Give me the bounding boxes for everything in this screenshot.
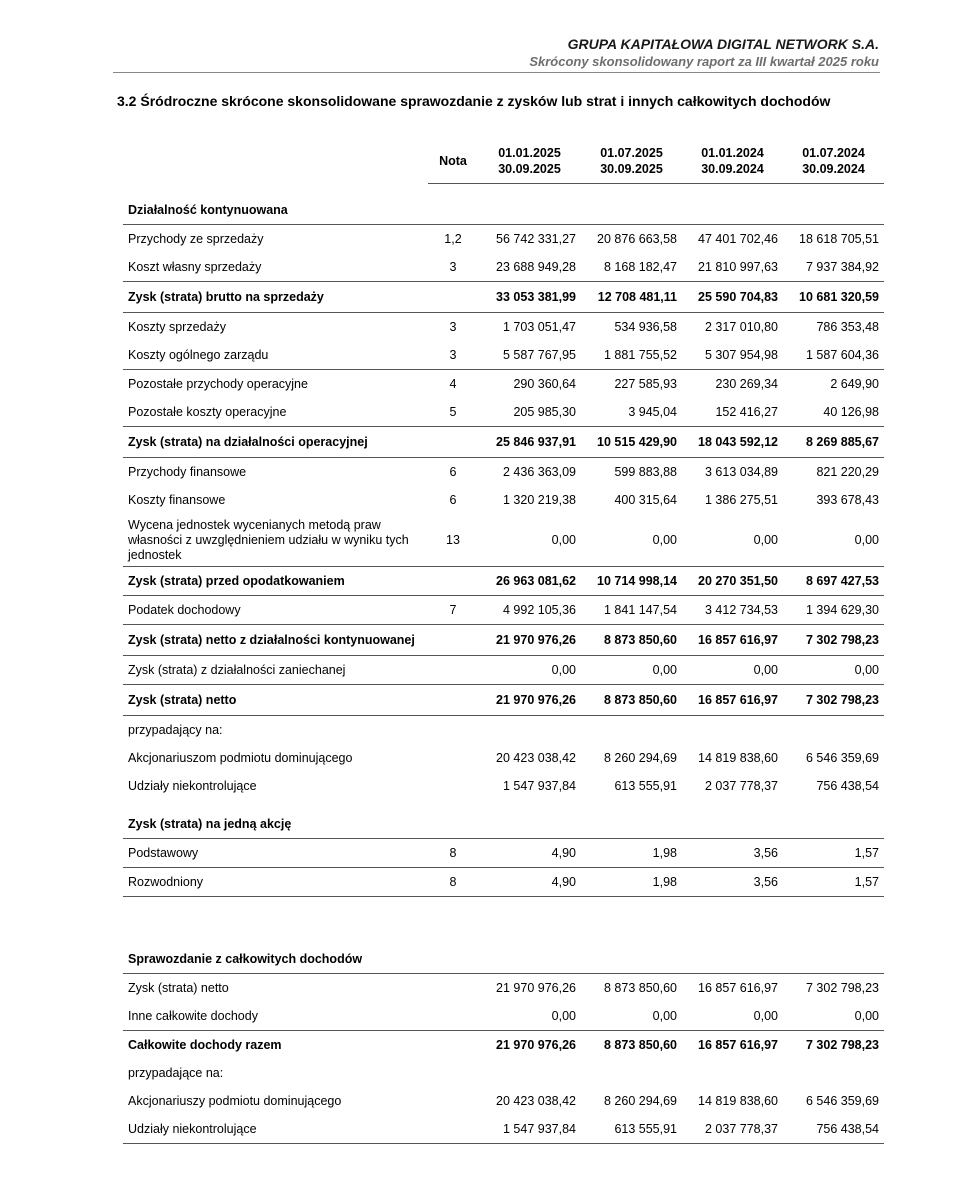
row-label: Całkowite dochody razem [128, 1037, 282, 1052]
row-value-period-2: 534 936,58 [614, 320, 677, 334]
table-row [123, 625, 884, 656]
row-value-period-3: 25 590 704,83 [682, 282, 783, 313]
table-row [123, 1031, 884, 1060]
row-value-period-4: 0,00 [783, 656, 884, 685]
row-value-period-1: 26 963 081,62 [478, 567, 581, 596]
row-nota: 5 [428, 398, 478, 427]
table-row [123, 685, 884, 716]
income-statement-table [123, 139, 884, 1144]
row-value-period-2: 3 945,04 [581, 398, 682, 427]
table-row [123, 810, 884, 839]
row-value-period-2: 613 555,91 [614, 779, 677, 793]
row-value-period-4: 2 649,90 [830, 377, 879, 391]
row-value-period-3: 18 043 592,12 [682, 427, 783, 458]
row-value-period-2 [581, 945, 682, 974]
row-nota [428, 716, 478, 745]
table-row [123, 341, 884, 370]
row-label: przypadający na: [128, 722, 223, 737]
row-nota: 1,2 [444, 232, 462, 246]
row-label: przypadające na: [128, 1065, 224, 1080]
spacer-cell [123, 800, 884, 810]
row-value-period-4 [783, 196, 884, 225]
row-value-period-3: 5 307 954,98 [682, 341, 783, 370]
row-value-period-3: 0,00 [682, 1002, 783, 1031]
row-value-period-4: 7 302 798,23 [806, 1038, 879, 1052]
table-row [123, 744, 884, 772]
row-value-period-2: 8 260 294,69 [604, 751, 677, 765]
row-label: Działalność kontynuowana [123, 196, 428, 225]
row-value-period-4: 8 697 427,53 [783, 567, 884, 596]
row-label: Koszt własny sprzedaży [123, 253, 428, 282]
row-value-period-4: 7 937 384,92 [783, 253, 884, 282]
table-row [123, 1002, 884, 1031]
table-row [123, 458, 884, 487]
row-value-period-1: 5 587 767,95 [478, 341, 581, 370]
header-period-2 [581, 139, 682, 184]
row-nota: 3 [428, 253, 478, 282]
row-value-period-2: 613 555,91 [581, 1115, 682, 1144]
row-value-period-3: 16 857 616,97 [682, 625, 783, 656]
table-row [123, 868, 884, 897]
row-value-period-2: 10 515 429,90 [581, 427, 682, 458]
row-value-period-3: 20 270 351,50 [682, 567, 783, 596]
row-value-period-3: 0,00 [682, 656, 783, 685]
row-value-period-4: 1,57 [783, 868, 884, 897]
spacer-row [123, 184, 884, 197]
row-value-period-1: 2 436 363,09 [503, 465, 576, 479]
row-value-period-4: 0,00 [783, 514, 884, 567]
table-row [123, 196, 884, 225]
row-nota [428, 656, 478, 685]
row-value-period-3: 14 819 838,60 [698, 1094, 778, 1108]
row-value-period-1: 1 547 937,84 [478, 1115, 581, 1144]
row-label: Akcjonariuszom podmiotu dominującego [128, 750, 353, 765]
row-value-period-3: 3,56 [682, 839, 783, 868]
table-row [123, 945, 884, 974]
row-nota: 4 [449, 377, 457, 391]
row-value-period-2: 12 708 481,11 [581, 282, 682, 313]
row-value-period-4 [783, 945, 884, 974]
row-value-period-2: 8 873 850,60 [581, 685, 682, 716]
spacer-cell [123, 184, 884, 197]
row-label: Zysk (strata) z działalności zaniechanej [123, 656, 428, 685]
row-label: Zysk (strata) netto [128, 980, 229, 995]
row-value-period-3: 152 416,27 [682, 398, 783, 427]
row-value-period-1: 0,00 [478, 656, 581, 685]
table-row [123, 839, 884, 868]
row-value-period-3: 0,00 [682, 514, 783, 567]
row-value-period-1 [478, 810, 581, 839]
row-nota [428, 1059, 478, 1087]
row-value-period-3: 3,56 [682, 868, 783, 897]
row-nota: 8 [428, 868, 478, 897]
row-value-period-2: 8 873 850,60 [604, 1038, 677, 1052]
row-nota [428, 1115, 478, 1144]
row-value-period-2: 10 714 998,14 [581, 567, 682, 596]
row-value-period-3 [682, 810, 783, 839]
row-value-period-2 [581, 810, 682, 839]
table-row [123, 313, 884, 342]
row-value-period-1: 290 360,64 [513, 377, 576, 391]
row-value-period-1: 1 703 051,47 [503, 320, 576, 334]
company-name: GRUPA KAPITAŁOWA DIGITAL NETWORK S.A. [567, 36, 879, 52]
table-row [123, 596, 884, 625]
row-nota: 13 [428, 514, 478, 567]
row-label: Sprawozdanie z całkowitych dochodów [123, 945, 428, 974]
row-label: Pozostałe koszty operacyjne [123, 398, 428, 427]
table-row [123, 486, 884, 514]
row-label: Akcjonariuszy podmiotu dominującego [128, 1093, 342, 1108]
row-value-period-4 [783, 716, 884, 745]
row-value-period-1: 23 688 949,28 [478, 253, 581, 282]
row-nota [428, 1002, 478, 1031]
row-value-period-4: 6 546 359,69 [806, 751, 879, 765]
row-value-period-3: 230 269,34 [715, 377, 778, 391]
period-2-end: 30.09.2025 [600, 162, 663, 176]
row-label: Zysk (strata) netto z działalności kontynuowanej [123, 625, 428, 656]
row-value-period-2: 8 260 294,69 [604, 1094, 677, 1108]
row-value-period-1: 20 423 038,42 [496, 1094, 576, 1108]
table-row [123, 1115, 884, 1144]
header-period-3 [682, 139, 783, 184]
row-nota: 7 [428, 596, 478, 625]
table-row [123, 772, 884, 800]
row-value-period-2 [581, 716, 682, 745]
row-value-period-2: 0,00 [581, 514, 682, 567]
header-period-4 [783, 139, 884, 184]
row-value-period-2 [581, 1059, 682, 1087]
row-value-period-3: 16 857 616,97 [698, 981, 778, 995]
row-nota: 8 [428, 839, 478, 868]
row-value-period-4: 756 438,54 [783, 1115, 884, 1144]
row-value-period-2: 1 841 147,54 [581, 596, 682, 625]
period-3-start: 01.01.2024 [701, 146, 764, 160]
row-label: Udziały niekontrolujące [128, 778, 257, 793]
row-value-period-1: 25 846 937,91 [478, 427, 581, 458]
period-4-end: 30.09.2024 [802, 162, 865, 176]
row-value-period-4: 10 681 320,59 [783, 282, 884, 313]
row-value-period-4: 756 438,54 [816, 779, 879, 793]
row-value-period-3: 3 613 034,89 [705, 465, 778, 479]
row-nota [428, 772, 478, 800]
spacer-row [123, 897, 884, 946]
table-row [123, 716, 884, 745]
row-value-period-2: 1,98 [581, 839, 682, 868]
row-nota [428, 810, 478, 839]
row-label: Przychody finansowe [128, 464, 247, 479]
row-nota [428, 685, 478, 716]
row-value-period-1: 33 053 381,99 [478, 282, 581, 313]
row-nota [428, 744, 478, 772]
row-value-period-3: 2 037 778,37 [705, 779, 778, 793]
row-value-period-3: 1 386 275,51 [705, 493, 778, 507]
row-label: Podatek dochodowy [123, 596, 428, 625]
table-row [123, 225, 884, 254]
row-value-period-4: 786 353,48 [816, 320, 879, 334]
row-value-period-2: 8 873 850,60 [604, 981, 677, 995]
period-2-start: 01.07.2025 [600, 146, 663, 160]
row-value-period-1: 0,00 [478, 1002, 581, 1031]
row-nota [428, 196, 478, 225]
table-row [123, 567, 884, 596]
row-nota [428, 945, 478, 974]
row-value-period-3: 3 412 734,53 [682, 596, 783, 625]
row-nota [428, 427, 478, 458]
row-value-period-2: 599 883,88 [614, 465, 677, 479]
row-nota [428, 1087, 478, 1115]
period-1-end: 30.09.2025 [498, 162, 561, 176]
row-label: Zysk (strata) na jedną akcję [123, 810, 428, 839]
table-row [123, 253, 884, 282]
table-row [123, 370, 884, 399]
row-value-period-3: 16 857 616,97 [698, 1038, 778, 1052]
row-value-period-3: 14 819 838,60 [698, 751, 778, 765]
row-value-period-1: 4 992 105,36 [478, 596, 581, 625]
row-value-period-1: 21 970 976,26 [496, 1038, 576, 1052]
row-value-period-2: 8 873 850,60 [581, 625, 682, 656]
row-nota [428, 567, 478, 596]
section-title: 3.2 Śródroczne skrócone skonsolidowane sprawozdanie z zysków lub strat i innych całkowitych dochodów [117, 93, 831, 109]
header-period-1 [478, 139, 581, 184]
row-value-period-4: 40 126,98 [783, 398, 884, 427]
row-label: Inne całkowite dochody [123, 1002, 428, 1031]
row-label: Przychody ze sprzedaży [128, 231, 264, 246]
spacer-cell [123, 897, 884, 946]
row-value-period-4: 18 618 705,51 [799, 232, 879, 246]
row-value-period-4: 821 220,29 [816, 465, 879, 479]
row-value-period-3: 2 037 778,37 [682, 1115, 783, 1144]
row-value-period-1: 1 547 937,84 [503, 779, 576, 793]
row-nota [428, 1031, 478, 1060]
row-value-period-1: 0,00 [478, 514, 581, 567]
row-value-period-1: 4,90 [478, 868, 581, 897]
row-value-period-2 [581, 196, 682, 225]
row-value-period-2: 1 881 755,52 [581, 341, 682, 370]
header-nota: Nota [428, 139, 478, 184]
row-value-period-1: 21 970 976,26 [478, 685, 581, 716]
row-label: Koszty finansowe [128, 492, 226, 507]
period-4-start: 01.07.2024 [802, 146, 865, 160]
row-value-period-1: 21 970 976,26 [496, 981, 576, 995]
row-label: Zysk (strata) netto [123, 685, 428, 716]
spacer-row [123, 800, 884, 810]
row-value-period-3: 47 401 702,46 [698, 232, 778, 246]
row-value-period-3: 16 857 616,97 [682, 685, 783, 716]
row-label: Koszty ogólnego zarządu [123, 341, 428, 370]
row-value-period-4: 7 302 798,23 [783, 625, 884, 656]
table-row [123, 656, 884, 685]
row-value-period-1: 205 985,30 [478, 398, 581, 427]
row-value-period-1: 1 320 219,38 [503, 493, 576, 507]
row-value-period-1 [478, 945, 581, 974]
table-row [123, 514, 884, 567]
row-value-period-1: 20 423 038,42 [496, 751, 576, 765]
row-value-period-2: 1,98 [581, 868, 682, 897]
row-label: Udziały niekontrolujące [123, 1115, 428, 1144]
row-value-period-3 [682, 945, 783, 974]
row-nota: 6 [449, 465, 457, 479]
row-value-period-2: 0,00 [581, 1002, 682, 1031]
row-nota [428, 974, 478, 1003]
row-label: Podstawowy [123, 839, 428, 868]
row-nota: 6 [449, 493, 457, 507]
table-row [123, 282, 884, 313]
row-value-period-4: 393 678,43 [816, 493, 879, 507]
header-divider [113, 72, 880, 73]
row-value-period-1: 4,90 [478, 839, 581, 868]
row-value-period-4: 7 302 798,23 [806, 981, 879, 995]
row-value-period-3 [682, 716, 783, 745]
row-value-period-4: 0,00 [783, 1002, 884, 1031]
row-value-period-3 [682, 196, 783, 225]
row-value-period-3 [682, 1059, 783, 1087]
row-label: Zysk (strata) na działalności operacyjnej [123, 427, 428, 458]
row-label: Wycena jednostek wycenianych metodą praw własności z uwzględnieniem udziału w wyniku tych jednostek [123, 514, 428, 567]
row-value-period-4: 1 394 629,30 [783, 596, 884, 625]
row-value-period-2: 20 876 663,58 [597, 232, 677, 246]
period-3-end: 30.09.2024 [701, 162, 764, 176]
row-value-period-4: 1,57 [783, 839, 884, 868]
report-subtitle: Skrócony skonsolidowany raport za III kwartał 2025 roku [529, 54, 879, 69]
row-value-period-1: 56 742 331,27 [496, 232, 576, 246]
row-value-period-1 [478, 1059, 581, 1087]
period-1-start: 01.01.2025 [498, 146, 561, 160]
row-nota [428, 282, 478, 313]
row-label: Rozwodniony [123, 868, 428, 897]
row-value-period-1 [478, 196, 581, 225]
table-header-row [123, 139, 884, 184]
table-row [123, 1087, 884, 1115]
row-value-period-3: 21 810 997,63 [682, 253, 783, 282]
row-nota [428, 625, 478, 656]
row-label: Zysk (strata) przed opodatkowaniem [123, 567, 428, 596]
row-value-period-4: 8 269 885,67 [783, 427, 884, 458]
row-value-period-2: 227 585,93 [614, 377, 677, 391]
row-value-period-4: 1 587 604,36 [783, 341, 884, 370]
table-row [123, 398, 884, 427]
row-value-period-4 [783, 810, 884, 839]
row-label: Pozostałe przychody operacyjne [128, 376, 308, 391]
row-value-period-4: 7 302 798,23 [783, 685, 884, 716]
row-value-period-4 [783, 1059, 884, 1087]
table-row [123, 427, 884, 458]
row-nota: 3 [449, 320, 457, 334]
document-header [529, 36, 879, 70]
row-value-period-1: 21 970 976,26 [478, 625, 581, 656]
table-row [123, 1059, 884, 1087]
table-row [123, 974, 884, 1003]
row-value-period-1 [478, 716, 581, 745]
row-label: Zysk (strata) brutto na sprzedaży [123, 282, 428, 313]
header-label-cell [123, 139, 428, 184]
row-value-period-2: 8 168 182,47 [581, 253, 682, 282]
row-value-period-4: 6 546 359,69 [806, 1094, 879, 1108]
row-label: Koszty sprzedaży [128, 319, 226, 334]
row-value-period-2: 400 315,64 [614, 493, 677, 507]
row-value-period-2: 0,00 [581, 656, 682, 685]
row-value-period-3: 2 317 010,80 [705, 320, 778, 334]
row-nota: 3 [428, 341, 478, 370]
